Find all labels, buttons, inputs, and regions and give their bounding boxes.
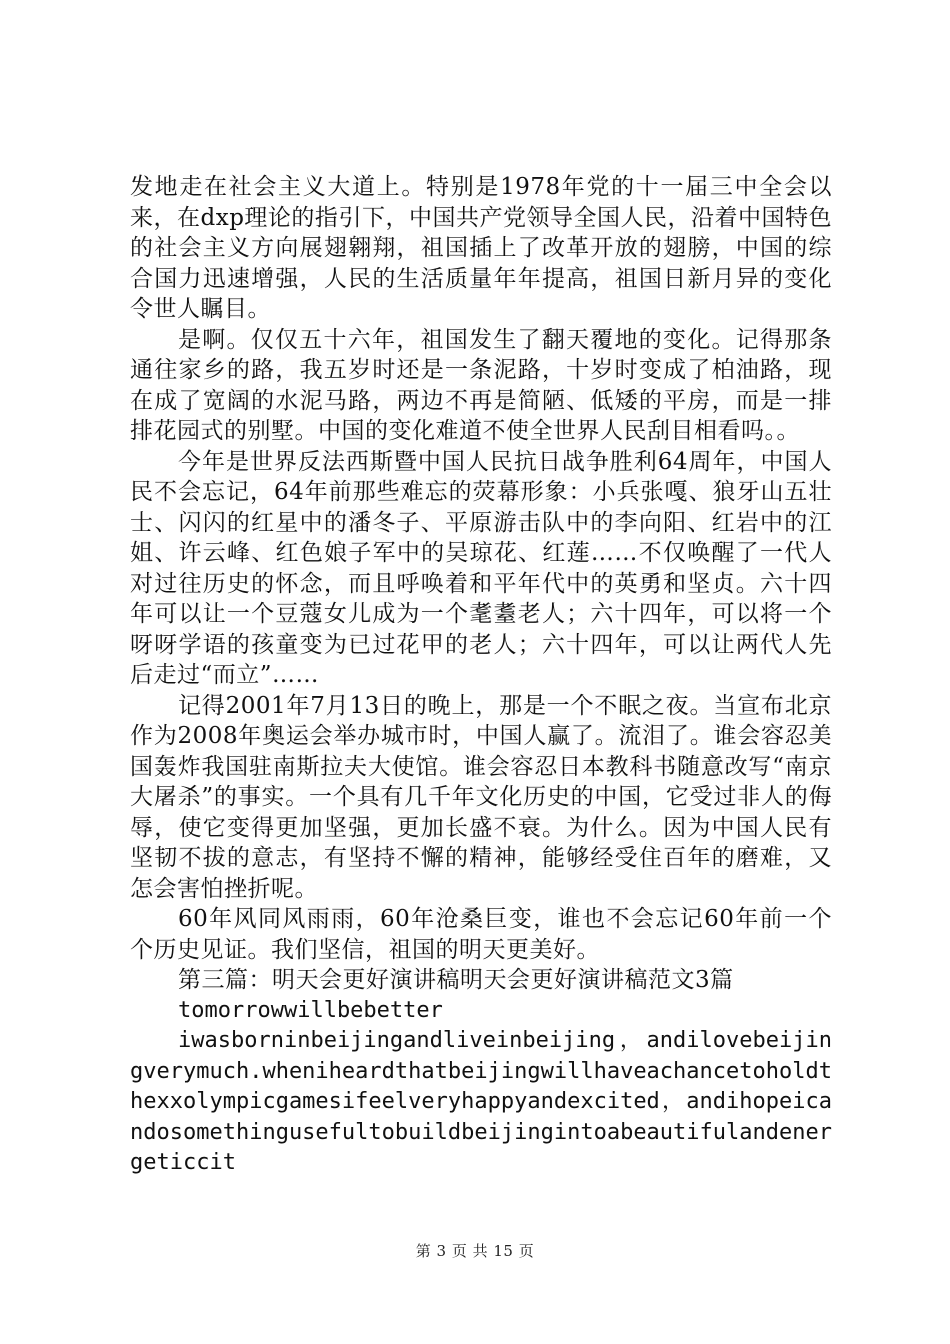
paragraph-4: 记得2001年7月13日的晚上，那是一个不眠之夜。当宣布北京作为2008年奥运会举办城市时，中国人赢了。流泪了。谁会容忍美国轰炸我国驻南斯拉夫大使馆。谁会容忍日本教科书随意改写“南京大屠杀”的事实。一个具有几千年文化历史的中国，它受过非人的侮辱，使它变得更加坚强，更加长盛不衰。为什么。因为中国人民有坚韧不拔的意志，有坚持不懈的精神，能够经受住百年的磨难，又怎会害怕挫折呢。 xyxy=(130,692,832,902)
document-body xyxy=(130,172,832,1179)
paragraph-3: 今年是世界反法西斯暨中国人民抗日战争胜利64周年，中国人民不会忘记，64年前那些难忘的荧幕形象：小兵张嘎、狼牙山五壮士、闪闪的红星中的潘冬子、平原游击队中的李向阳、红岩中的江姐、许云峰、红色娘子军中的吴琼花、红莲……不仅唤醒了一代人对过往历史的怀念，而且呼唤着和平年代中的英勇和坚贞。六十四年可以让一个豆蔻女儿成为一个耄耋老人；六十四年，可以将一个呀呀学语的孩童变为已过花甲的老人；六十四年，可以让两代人先后走过“而立”…… xyxy=(130,448,832,688)
page-footer xyxy=(0,1240,950,1261)
english-title: tomorrowwillbebetter xyxy=(178,997,443,1023)
section-heading: 第三篇：明天会更好演讲稿明天会更好演讲稿范文3篇 xyxy=(178,967,734,993)
paragraph-1: 发地走在社会主义大道上。特别是1978年党的十一届三中全会以来，在dxp理论的指引下，中国共产党领导全国人民，沿着中国特色的社会主义方向展翅翱翔，祖国插上了改革开放的翅膀，中国的综合国力迅速增强，人民的生活质量年年提高，祖国日新月异的变化令世人瞩目。 xyxy=(130,174,832,322)
page-number-label: 第 3 页 共 15 页 xyxy=(415,1242,535,1260)
paragraph-5: 60年风同风雨雨，60年沧桑巨变，谁也不会忘记60年前一个个历史见证。我们坚信，祖国的明天更美好。 xyxy=(130,906,832,963)
paragraph-2: 是啊。仅仅五十六年，祖国发生了翻天覆地的变化。记得那条通往家乡的路，我五岁时还是一条泥路，十岁时变成了柏油路，现在成了宽阔的水泥马路，两边不再是简陋、低矮的平房，而是一排排花园式的别墅。中国的变化难道不使全世界人民刮目相看吗。。 xyxy=(130,326,832,444)
english-paragraph: iwasborninbeijingandliveinbeijing，andilovebeijingverymuch.wheniheardthatbeijingwillhaveachancetoholdthexxolympicgamesifeelveryhappyandexcited，andihopeicandosomethingusefultobuildbeijingintoabeautifulandenergeticcit xyxy=(130,1028,832,1175)
